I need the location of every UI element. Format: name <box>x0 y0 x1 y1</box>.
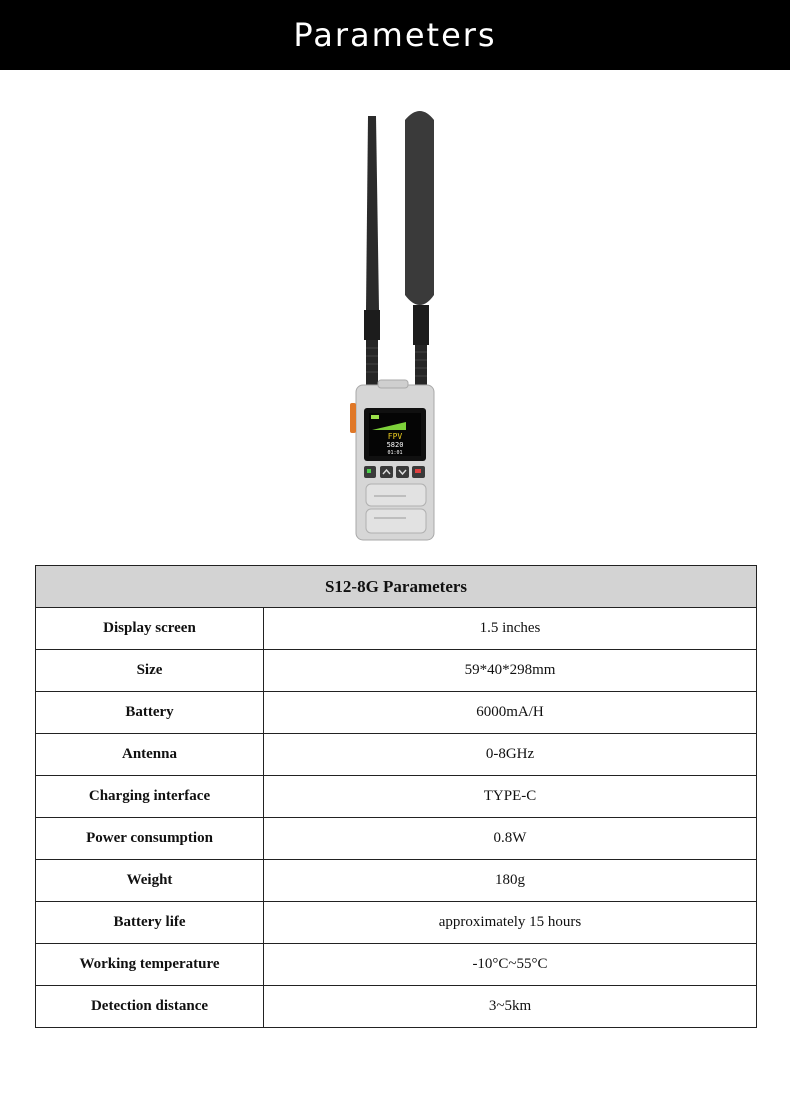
table-header-row <box>36 566 757 608</box>
table-row <box>36 608 757 650</box>
row-label: Detection distance <box>36 986 264 1028</box>
screen-brand-text: FPV <box>387 432 403 441</box>
table-row <box>36 818 757 860</box>
table-row <box>36 944 757 986</box>
row-label: Charging interface <box>36 776 264 818</box>
down-arrow-button-icon <box>396 466 409 478</box>
table-row <box>36 692 757 734</box>
row-label: Working temperature <box>36 944 264 986</box>
row-label: Display screen <box>36 608 264 650</box>
parameters-table <box>35 565 757 1028</box>
right-antenna <box>405 111 434 390</box>
row-value: approximately 15 hours <box>264 902 757 944</box>
page-title: Parameters <box>293 16 497 54</box>
row-value: 59*40*298mm <box>264 650 757 692</box>
row-value: 6000mA/H <box>264 692 757 734</box>
table-row <box>36 860 757 902</box>
row-value: 0.8W <box>264 818 757 860</box>
table-row <box>36 902 757 944</box>
table-row <box>36 986 757 1028</box>
row-value: TYPE-C <box>264 776 757 818</box>
row-value: -10°C~55°C <box>264 944 757 986</box>
screen-frequency-text: 5820 <box>386 441 404 449</box>
product-image <box>340 100 450 545</box>
table-row <box>36 734 757 776</box>
header-banner <box>0 0 790 70</box>
row-label: Power consumption <box>36 818 264 860</box>
row-label: Weight <box>36 860 264 902</box>
row-label: Battery <box>36 692 264 734</box>
row-value: 180g <box>264 860 757 902</box>
row-value: 1.5 inches <box>264 608 757 650</box>
left-antenna <box>364 116 380 390</box>
row-value: 0-8GHz <box>264 734 757 776</box>
row-label: Battery life <box>36 902 264 944</box>
row-label: Size <box>36 650 264 692</box>
table-row <box>36 650 757 692</box>
device-body <box>350 380 434 540</box>
row-label: Antenna <box>36 734 264 776</box>
row-value: 3~5km <box>264 986 757 1028</box>
screen-channel-text: 01:01 <box>387 450 403 456</box>
up-arrow-button-icon <box>380 466 393 478</box>
table-title: S12-8G Parameters <box>36 566 757 608</box>
table-row <box>36 776 757 818</box>
